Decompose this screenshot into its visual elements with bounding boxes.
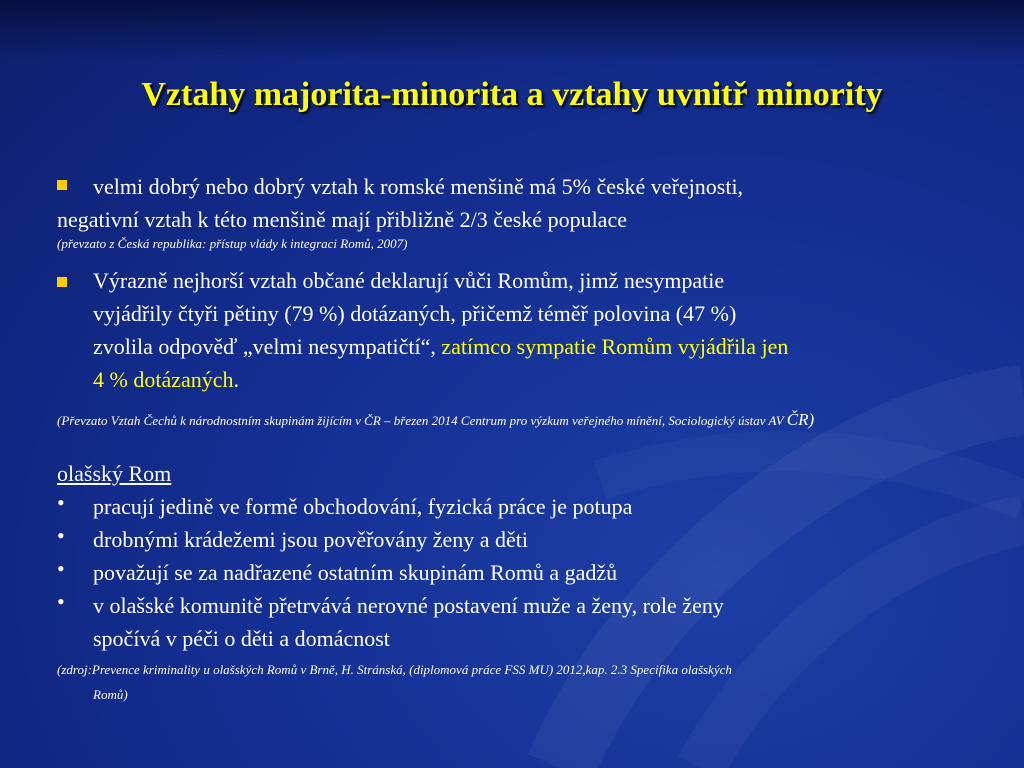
section-bullet-4-continued: spočívá v péči o děti a domácnost xyxy=(93,626,390,651)
block2-line1: Výrazně nejhorší vztah občané deklarují vůči Romům, jimž nesympatie xyxy=(93,268,725,293)
section-bullet-2: drobnými krádežemi jsou pověřovány ženy a děti xyxy=(93,527,528,552)
section-bullet-3: považují se za nadřazené ostatním skupinám Romů a gadžů xyxy=(93,560,618,585)
block2-citation xyxy=(57,410,814,430)
bullet-icon: • xyxy=(57,490,65,515)
block2-line4-end: . xyxy=(233,367,239,392)
block2-line3-highlight: zatímco sympatie Romům vyjádřila jen xyxy=(441,334,789,359)
section-citation-line1: (zdroj:Prevence kriminality u olašských Romů v Brně, H. Stránská, (diplomová práce FSS MU) 2012,kap. 2.3 Specifika olašských xyxy=(57,662,732,677)
bullet-icon: • xyxy=(57,523,65,548)
block2-citation-main: (Převzato Vztah Čechů k národnostním skupinám žijícím v ČR – březen 2014 Centrum pro výzkum veřejného mínění, Sociologický ústav AV xyxy=(57,413,787,428)
block2-line4-highlight: 4 % dotázaných xyxy=(93,367,234,392)
block2-line3-white: zvolila odpověď „velmi nesympatičtí“, xyxy=(93,334,442,359)
block1-citation: (převzato z Česká republika: přístup vlády k integraci Romů, 2007) xyxy=(57,236,408,251)
block2-line2: vyjádřily čtyři pětiny (79 %) dotázaných, přičemž téměř polovina (47 %) xyxy=(93,301,737,326)
block2-citation-end: ČR) xyxy=(786,410,815,429)
bullet-icon: • xyxy=(57,589,65,614)
block2-line4 xyxy=(93,363,239,396)
section-citation-line2: Romů) xyxy=(93,687,128,702)
slide-title: Vztahy majorita-minorita a vztahy uvnitř minority xyxy=(141,76,883,113)
bullet-icon: • xyxy=(57,556,65,581)
square-bullet-icon xyxy=(57,180,67,190)
square-bullet-icon xyxy=(57,277,67,287)
block1-line1: velmi dobrý nebo dobrý vztah k romské menšině má 5% české veřejnosti, xyxy=(93,174,744,199)
block1-line2: negativní vztah k této menšině mají přibližně 2/3 české populace xyxy=(57,207,627,232)
section-bullet-4: v olašské komunitě přetrvává nerovné postavení muže a ženy, role ženy xyxy=(93,593,724,618)
section-bullet-1: pracují jedině ve formě obchodování, fyzická práce je potupa xyxy=(93,494,633,519)
section-heading: olašský Rom xyxy=(57,461,172,486)
block2-line3 xyxy=(93,330,788,363)
